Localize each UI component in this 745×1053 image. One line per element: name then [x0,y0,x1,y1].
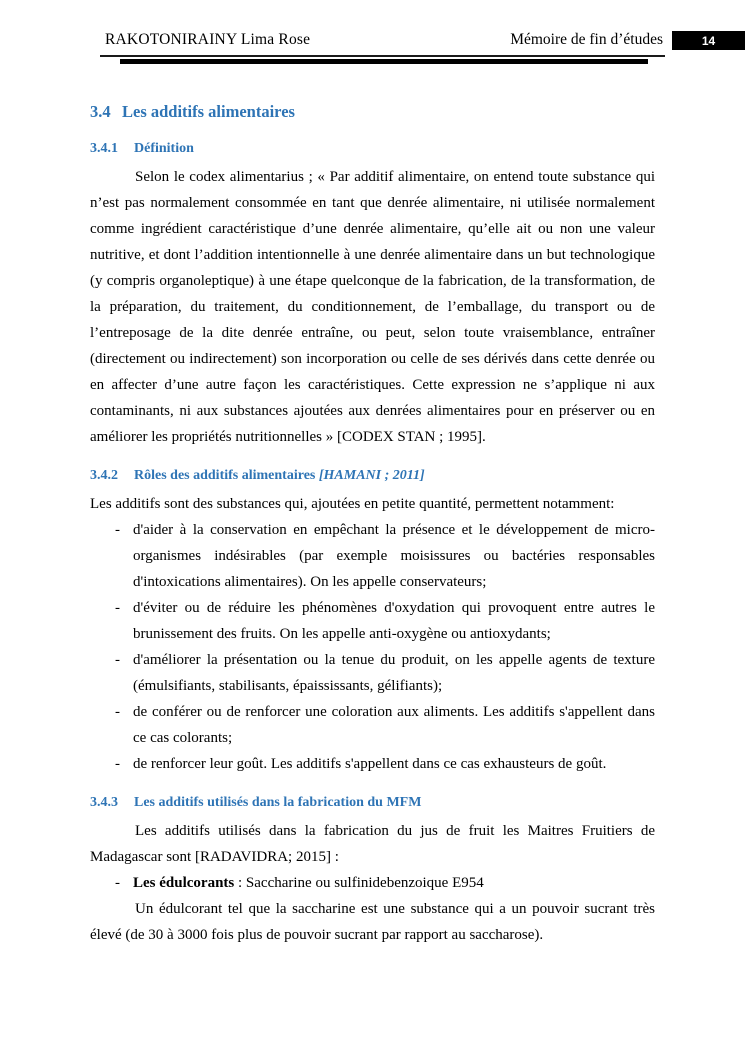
subsection-number: 3.4.1 [90,141,118,156]
list-item-text: d'améliorer la présentation ou la tenue du produit, on les appelle agents de texture (émulsifiants, stabilisants, épaississants, gélifiants); [133,652,655,694]
mfm-list [90,870,655,896]
list-item-text: de conférer ou de renforcer une coloration aux aliments. Les additifs s'appellent dans ce cas colorants; [133,704,655,746]
list-item [90,751,655,777]
section-heading-3-4 [90,101,655,123]
subsection-heading-3-4-2 [90,466,655,486]
list-item [90,699,655,751]
subsection-number: 3.4.3 [90,795,118,810]
subsection-citation: [HAMANI ; 2011] [318,468,425,483]
list-item-text: d'éviter ou de réduire les phénomènes d'oxydation qui provoquent entre autres le brunissement des fruits. On les appelle anti-oxygène ou antioxydants; [133,600,655,642]
list-item [90,517,655,595]
list-item [90,647,655,699]
list-item [90,595,655,647]
document-content [90,101,655,948]
list-item-text: de renforcer leur goût. Les additifs s'appellent dans ce cas exhausteurs de goût. [133,756,607,772]
subsection-title: Les additifs utilisés dans la fabrication du MFM [134,795,422,810]
section-number: 3.4 [90,102,111,121]
header-rule-thin [100,55,665,57]
list-item-bold-text: Les édulcorants [133,875,235,891]
header-doc-title: Mémoire de fin d’études [510,31,663,48]
edulcorant-paragraph: Un édulcorant tel que la saccharine est une substance qui a un pouvoir sucrant très élevé (de 30 à 3000 fois plus de pouvoir sucrant par rapport au saccharose). [90,901,655,943]
header-rule-thick [120,59,648,64]
roles-intro-paragraph: Les additifs sont des substances qui, ajoutées en petite quantité, permettent notamment: [90,496,615,512]
list-item [90,870,655,896]
list-item-text: : Saccharine ou sulfinidebenzoique E954 [234,875,484,891]
subsection-title: Rôles des additifs alimentaires [134,468,316,483]
subsection-heading-3-4-1 [90,139,655,159]
roles-list [90,517,655,777]
list-dash-marker: - [115,875,120,891]
list-dash-marker: - [115,756,120,772]
list-dash-marker: - [115,652,120,668]
page-number-badge: 14 [672,31,745,50]
subsection-title: Définition [134,141,194,156]
mfm-intro-paragraph: Les additifs utilisés dans la fabrication du jus de fruit les Maitres Fruitiers de Madagascar sont [RADAVIDRA; 2015] : [90,823,655,865]
list-dash-marker: - [115,704,120,720]
header-row [105,30,663,49]
subsection-number: 3.4.2 [90,468,118,483]
list-dash-marker: - [115,600,120,616]
header-author: RAKOTONIRAINY Lima Rose [105,31,311,48]
list-item-text: d'aider à la conservation en empêchant la présence et le développement de micro-organismes indésirables (par exemple moisissures ou bactéries responsables d'intoxications alimentaires). On les appelle conservateurs; [133,522,655,590]
list-dash-marker: - [115,522,120,538]
page-header [0,0,745,64]
definition-paragraph: Selon le codex alimentarius ; « Par additif alimentaire, on entend toute substance qui n’est pas normalement consommée en tant que denrée alimentaire, ni utilisée normalement comme ingrédient caractéristique d’une denrée alimentaire, qu’elle ait ou non une valeur nutritive, et dont l’addition intentionnelle à une denrée alimentaire dans un but technologique (y compris organoleptique) à une étape quelconque de la fabrication, de la transformation, de la préparation, du traitement, du conditionnement, de l’emballage, du transport ou de l’entreposage de la dite denrée entraîne, ou peut, selon toute vraisemblance, entraîner (directement ou indirectement) son incorporation ou celle de ses dérivés dans cette denrée ou en affecter d’une autre façon les caractéristiques. Cette expression ne s’applique ni aux contaminants, ni aux substances ajoutées aux denrées alimentaires pour en préserver ou en améliorer les propriétés nutritionnelles » [CODEX STAN ; 1995]. [90,169,655,445]
subsection-heading-3-4-3 [90,793,655,813]
section-title: Les additifs alimentaires [122,102,295,121]
